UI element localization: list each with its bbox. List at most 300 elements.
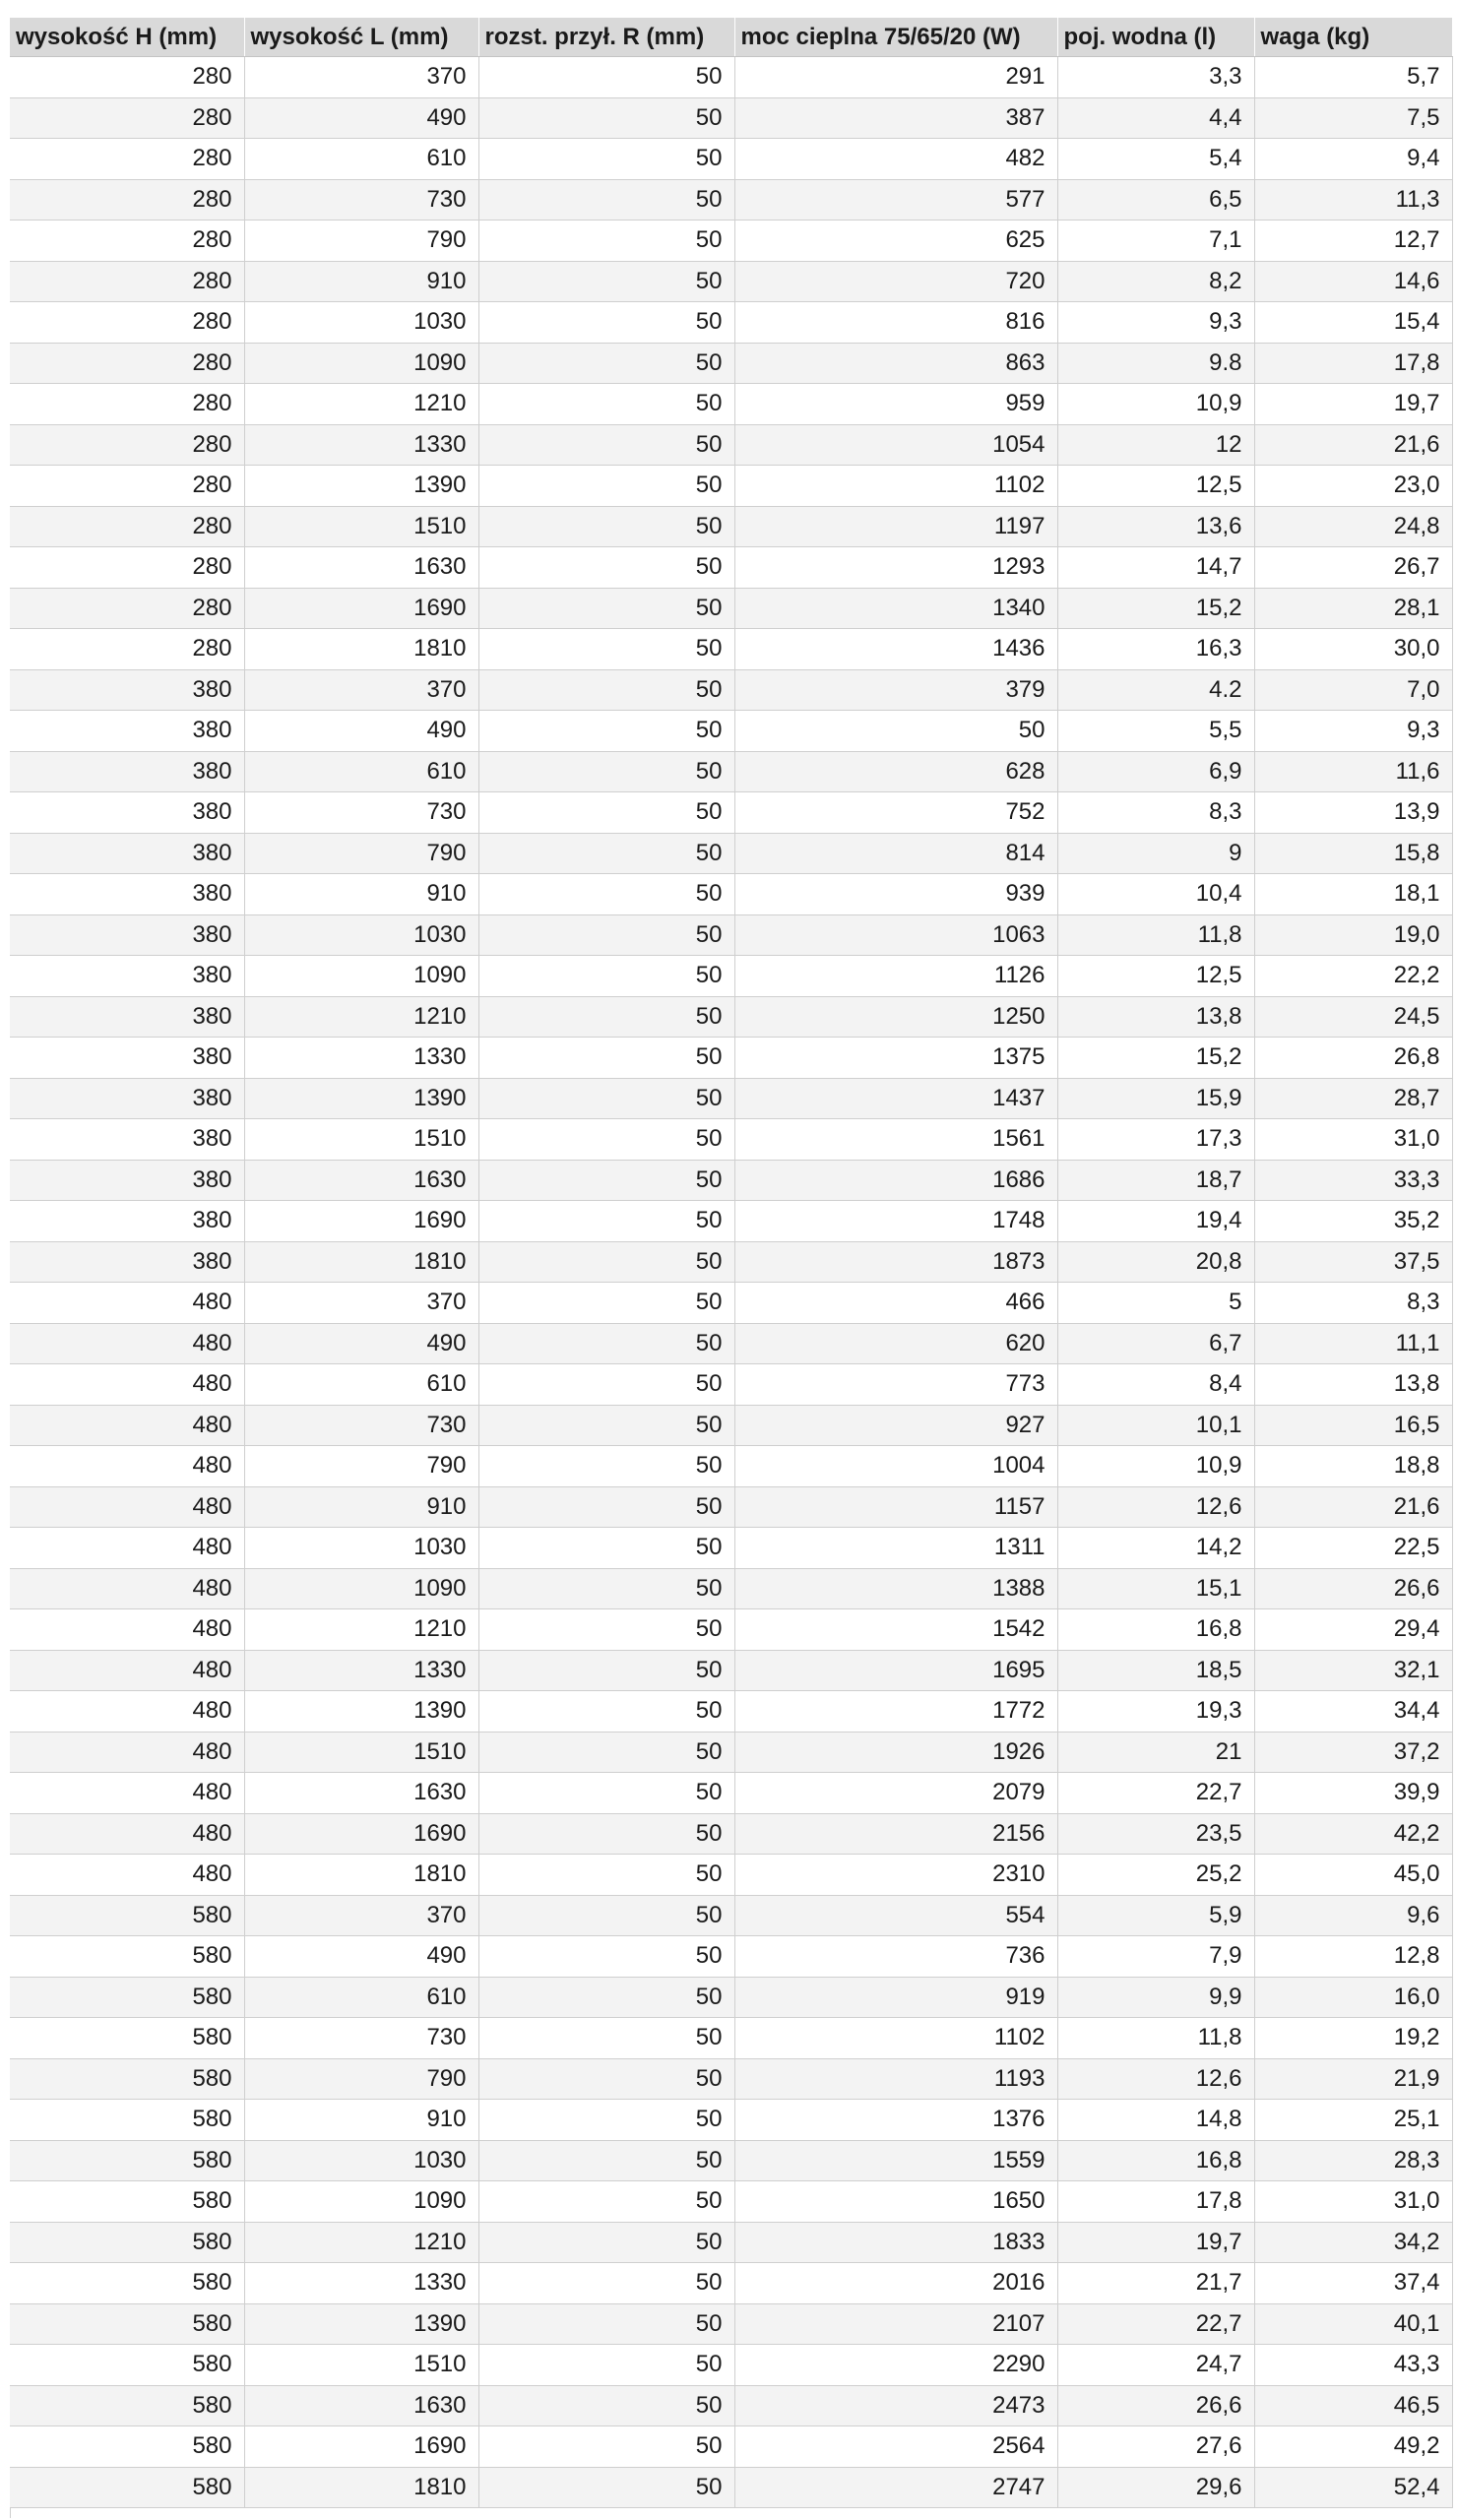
- cell-heat-output[interactable]: 1559: [734, 2140, 1057, 2181]
- cell-water-capacity[interactable]: 11,8: [1057, 914, 1254, 956]
- cell-heat-output[interactable]: 1772: [734, 1691, 1057, 1732]
- cell-weight[interactable]: 5,7: [1254, 57, 1452, 98]
- cell-heat-output[interactable]: 625: [734, 220, 1057, 262]
- cell-length-l[interactable]: 1810: [244, 629, 478, 670]
- cell-water-capacity[interactable]: 14,8: [1057, 2100, 1254, 2141]
- cell-heat-output[interactable]: 1926: [734, 1732, 1057, 1773]
- cell-weight[interactable]: 34,2: [1254, 2222, 1452, 2263]
- cell-heat-output[interactable]: 1197: [734, 506, 1057, 547]
- cell-weight[interactable]: 9,3: [1254, 711, 1452, 752]
- cell-water-capacity[interactable]: 4,4: [1057, 97, 1254, 139]
- cell-heat-output[interactable]: 1311: [734, 1528, 1057, 1569]
- cell-water-capacity[interactable]: 17,8: [1057, 2181, 1254, 2223]
- cell-height-h[interactable]: 380: [10, 1241, 244, 1283]
- cell-heat-output[interactable]: 1063: [734, 914, 1057, 956]
- cell-water-capacity[interactable]: 15,9: [1057, 1078, 1254, 1119]
- cell-spacing-r[interactable]: 50: [478, 588, 734, 629]
- cell-water-capacity[interactable]: 19,7: [1057, 2222, 1254, 2263]
- cell-spacing-r[interactable]: 50: [478, 1650, 734, 1691]
- cell-spacing-r[interactable]: 50: [478, 2263, 734, 2304]
- cell-length-l[interactable]: 1690: [244, 1201, 478, 1242]
- cell-length-l[interactable]: 1210: [244, 384, 478, 425]
- cell-heat-output[interactable]: 50: [734, 711, 1057, 752]
- cell-water-capacity[interactable]: 13,8: [1057, 996, 1254, 1038]
- cell-heat-output[interactable]: 1650: [734, 2181, 1057, 2223]
- cell-water-capacity[interactable]: 16,8: [1057, 1609, 1254, 1651]
- cell-spacing-r[interactable]: 50: [478, 1283, 734, 1324]
- cell-spacing-r[interactable]: 50: [478, 2058, 734, 2100]
- cell-height-h[interactable]: 380: [10, 874, 244, 915]
- cell-height-h[interactable]: 480: [10, 1405, 244, 1446]
- cell-water-capacity[interactable]: 6,5: [1057, 179, 1254, 220]
- cell-water-capacity[interactable]: 7,1: [1057, 220, 1254, 262]
- cell-weight[interactable]: 37,2: [1254, 1732, 1452, 1773]
- cell-heat-output[interactable]: 919: [734, 1977, 1057, 2018]
- header-height-h[interactable]: wysokość H (mm): [10, 18, 244, 57]
- cell-water-capacity[interactable]: 29,6: [1057, 2467, 1254, 2508]
- cell-water-capacity[interactable]: 23,5: [1057, 1813, 1254, 1855]
- cell-weight[interactable]: 26,7: [1254, 547, 1452, 589]
- cell-spacing-r[interactable]: 50: [478, 996, 734, 1038]
- cell-length-l[interactable]: 910: [244, 2100, 478, 2141]
- cell-height-h[interactable]: 380: [10, 1038, 244, 1079]
- cell-heat-output[interactable]: 1436: [734, 629, 1057, 670]
- cell-heat-output[interactable]: 1873: [734, 1241, 1057, 1283]
- header-length-l[interactable]: wysokość L (mm): [244, 18, 478, 57]
- cell-length-l[interactable]: 1630: [244, 1160, 478, 1201]
- cell-water-capacity[interactable]: 5,9: [1057, 1895, 1254, 1936]
- cell-height-h[interactable]: 280: [10, 506, 244, 547]
- cell-water-capacity[interactable]: 7,9: [1057, 1936, 1254, 1978]
- cell-spacing-r[interactable]: 50: [478, 751, 734, 792]
- cell-height-h[interactable]: 280: [10, 139, 244, 180]
- cell-height-h[interactable]: 480: [10, 1813, 244, 1855]
- cell-length-l[interactable]: 370: [244, 1283, 478, 1324]
- cell-weight[interactable]: 18,8: [1254, 1446, 1452, 1487]
- cell-spacing-r[interactable]: 50: [478, 343, 734, 384]
- cell-weight[interactable]: 35,2: [1254, 1201, 1452, 1242]
- cell-heat-output[interactable]: 2156: [734, 1813, 1057, 1855]
- cell-length-l[interactable]: 1810: [244, 1855, 478, 1896]
- cell-height-h[interactable]: 380: [10, 1201, 244, 1242]
- cell-height-h[interactable]: 380: [10, 914, 244, 956]
- cell-spacing-r[interactable]: 50: [478, 1773, 734, 1814]
- cell-weight[interactable]: 37,5: [1254, 1241, 1452, 1283]
- cell-length-l[interactable]: 370: [244, 669, 478, 711]
- cell-water-capacity[interactable]: 9,9: [1057, 1977, 1254, 2018]
- cell-weight[interactable]: 32,1: [1254, 1650, 1452, 1691]
- cell-heat-output[interactable]: 577: [734, 179, 1057, 220]
- cell-weight[interactable]: 28,7: [1254, 1078, 1452, 1119]
- cell-length-l[interactable]: 1030: [244, 2140, 478, 2181]
- cell-heat-output[interactable]: 2107: [734, 2303, 1057, 2345]
- cell-spacing-r[interactable]: 50: [478, 2345, 734, 2386]
- cell-water-capacity[interactable]: 9.8: [1057, 343, 1254, 384]
- cell-length-l[interactable]: 1390: [244, 2303, 478, 2345]
- cell-height-h[interactable]: 480: [10, 1568, 244, 1609]
- cell-water-capacity[interactable]: 6,9: [1057, 751, 1254, 792]
- cell-length-l[interactable]: 730: [244, 2018, 478, 2059]
- cell-length-l[interactable]: 1390: [244, 466, 478, 507]
- cell-spacing-r[interactable]: 50: [478, 792, 734, 834]
- cell-length-l[interactable]: 370: [244, 57, 478, 98]
- cell-heat-output[interactable]: 1542: [734, 1609, 1057, 1651]
- cell-length-l[interactable]: 1390: [244, 1078, 478, 1119]
- cell-weight[interactable]: 7,0: [1254, 669, 1452, 711]
- cell-heat-output[interactable]: 387: [734, 97, 1057, 139]
- cell-water-capacity[interactable]: 8,3: [1057, 792, 1254, 834]
- cell-height-h[interactable]: 580: [10, 2345, 244, 2386]
- cell-length-l[interactable]: 610: [244, 751, 478, 792]
- cell-weight[interactable]: 26,6: [1254, 1568, 1452, 1609]
- cell-weight[interactable]: 26,8: [1254, 1038, 1452, 1079]
- header-heat-output[interactable]: moc cieplna 75/65/20 (W): [734, 18, 1057, 57]
- cell-length-l[interactable]: 730: [244, 1405, 478, 1446]
- cell-weight[interactable]: 46,5: [1254, 2385, 1452, 2426]
- cell-spacing-r[interactable]: 50: [478, 1732, 734, 1773]
- cell-heat-output[interactable]: 814: [734, 833, 1057, 874]
- cell-water-capacity[interactable]: 12,6: [1057, 1486, 1254, 1528]
- cell-length-l[interactable]: 1690: [244, 1813, 478, 1855]
- cell-weight[interactable]: 34,4: [1254, 1691, 1452, 1732]
- cell-water-capacity[interactable]: 10,1: [1057, 1405, 1254, 1446]
- cell-weight[interactable]: 18,1: [1254, 874, 1452, 915]
- cell-spacing-r[interactable]: 50: [478, 1609, 734, 1651]
- cell-spacing-r[interactable]: 50: [478, 2222, 734, 2263]
- cell-height-h[interactable]: 280: [10, 466, 244, 507]
- cell-heat-output[interactable]: 1193: [734, 2058, 1057, 2100]
- cell-heat-output[interactable]: 1157: [734, 1486, 1057, 1528]
- cell-length-l[interactable]: 1390: [244, 1691, 478, 1732]
- cell-weight[interactable]: 43,3: [1254, 2345, 1452, 2386]
- cell-heat-output[interactable]: 1102: [734, 466, 1057, 507]
- cell-heat-output[interactable]: 720: [734, 261, 1057, 302]
- header-weight[interactable]: waga (kg): [1254, 18, 1452, 57]
- cell-height-h[interactable]: 480: [10, 1691, 244, 1732]
- cell-length-l[interactable]: 1690: [244, 588, 478, 629]
- cell-height-h[interactable]: 480: [10, 1486, 244, 1528]
- cell-weight[interactable]: 22,5: [1254, 1528, 1452, 1569]
- cell-height-h[interactable]: 280: [10, 261, 244, 302]
- cell-spacing-r[interactable]: 50: [478, 874, 734, 915]
- cell-weight[interactable]: 28,1: [1254, 588, 1452, 629]
- cell-weight[interactable]: 9,4: [1254, 139, 1452, 180]
- cell-length-l[interactable]: 1210: [244, 2222, 478, 2263]
- cell-height-h[interactable]: 480: [10, 1446, 244, 1487]
- cell-length-l[interactable]: 1030: [244, 302, 478, 344]
- cell-spacing-r[interactable]: 50: [478, 914, 734, 956]
- cell-water-capacity[interactable]: 18,5: [1057, 1650, 1254, 1691]
- cell-spacing-r[interactable]: 50: [478, 1323, 734, 1364]
- cell-heat-output[interactable]: 1375: [734, 1038, 1057, 1079]
- cell-length-l[interactable]: 1810: [244, 1241, 478, 1283]
- cell-heat-output[interactable]: 2747: [734, 2467, 1057, 2508]
- cell-heat-output[interactable]: 2079: [734, 1773, 1057, 1814]
- cell-water-capacity[interactable]: 11,8: [1057, 2018, 1254, 2059]
- cell-water-capacity[interactable]: 10,9: [1057, 384, 1254, 425]
- cell-height-h[interactable]: 380: [10, 1160, 244, 1201]
- cell-heat-output[interactable]: 1340: [734, 588, 1057, 629]
- cell-length-l[interactable]: 490: [244, 1323, 478, 1364]
- cell-spacing-r[interactable]: 50: [478, 384, 734, 425]
- cell-weight[interactable]: 14,6: [1254, 261, 1452, 302]
- cell-height-h[interactable]: 280: [10, 179, 244, 220]
- cell-heat-output[interactable]: 1833: [734, 2222, 1057, 2263]
- cell-height-h[interactable]: 580: [10, 1936, 244, 1978]
- cell-length-l[interactable]: 1090: [244, 956, 478, 997]
- cell-heat-output[interactable]: 773: [734, 1364, 1057, 1406]
- cell-height-h[interactable]: 480: [10, 1528, 244, 1569]
- cell-weight[interactable]: 49,2: [1254, 2426, 1452, 2468]
- cell-length-l[interactable]: 910: [244, 874, 478, 915]
- cell-height-h[interactable]: 580: [10, 2140, 244, 2181]
- cell-length-l[interactable]: 1810: [244, 2467, 478, 2508]
- cell-heat-output[interactable]: 1293: [734, 547, 1057, 589]
- cell-spacing-r[interactable]: 50: [478, 2018, 734, 2059]
- cell-weight[interactable]: 16,0: [1254, 1977, 1452, 2018]
- cell-heat-output[interactable]: 1126: [734, 956, 1057, 997]
- cell-height-h[interactable]: 380: [10, 711, 244, 752]
- cell-water-capacity[interactable]: 5,4: [1057, 139, 1254, 180]
- cell-height-h[interactable]: 280: [10, 57, 244, 98]
- cell-height-h[interactable]: 580: [10, 2303, 244, 2345]
- cell-length-l[interactable]: 790: [244, 833, 478, 874]
- cell-weight[interactable]: 24,8: [1254, 506, 1452, 547]
- cell-spacing-r[interactable]: 50: [478, 1486, 734, 1528]
- cell-height-h[interactable]: 480: [10, 1732, 244, 1773]
- cell-spacing-r[interactable]: 50: [478, 1160, 734, 1201]
- cell-weight[interactable]: 17,8: [1254, 343, 1452, 384]
- cell-height-h[interactable]: 480: [10, 1609, 244, 1651]
- cell-water-capacity[interactable]: 14,7: [1057, 547, 1254, 589]
- cell-weight[interactable]: 8,3: [1254, 1283, 1452, 1324]
- cell-heat-output[interactable]: 379: [734, 669, 1057, 711]
- cell-water-capacity[interactable]: 19,3: [1057, 1691, 1254, 1732]
- cell-length-l[interactable]: 790: [244, 1446, 478, 1487]
- cell-height-h[interactable]: 480: [10, 1283, 244, 1324]
- cell-height-h[interactable]: 580: [10, 2181, 244, 2223]
- cell-water-capacity[interactable]: 16,8: [1057, 2140, 1254, 2181]
- cell-length-l[interactable]: 730: [244, 179, 478, 220]
- cell-spacing-r[interactable]: 50: [478, 1078, 734, 1119]
- cell-spacing-r[interactable]: 50: [478, 179, 734, 220]
- cell-height-h[interactable]: 280: [10, 384, 244, 425]
- cell-length-l[interactable]: 1090: [244, 2181, 478, 2223]
- cell-height-h[interactable]: 580: [10, 2018, 244, 2059]
- cell-height-h[interactable]: 580: [10, 1977, 244, 2018]
- cell-spacing-r[interactable]: 50: [478, 1528, 734, 1569]
- cell-water-capacity[interactable]: 20,8: [1057, 1241, 1254, 1283]
- cell-length-l[interactable]: 1690: [244, 2426, 478, 2468]
- cell-spacing-r[interactable]: 50: [478, 424, 734, 466]
- cell-spacing-r[interactable]: 50: [478, 2140, 734, 2181]
- cell-weight[interactable]: 11,1: [1254, 1323, 1452, 1364]
- cell-height-h[interactable]: 280: [10, 220, 244, 262]
- cell-length-l[interactable]: 1330: [244, 2263, 478, 2304]
- cell-spacing-r[interactable]: 50: [478, 1936, 734, 1978]
- cell-length-l[interactable]: 1030: [244, 1528, 478, 1569]
- cell-length-l[interactable]: 1630: [244, 1773, 478, 1814]
- cell-spacing-r[interactable]: 50: [478, 220, 734, 262]
- cell-spacing-r[interactable]: 50: [478, 1895, 734, 1936]
- cell-spacing-r[interactable]: 50: [478, 1038, 734, 1079]
- cell-weight[interactable]: 37,4: [1254, 2263, 1452, 2304]
- cell-spacing-r[interactable]: 50: [478, 2426, 734, 2468]
- cell-heat-output[interactable]: 927: [734, 1405, 1057, 1446]
- cell-weight[interactable]: 52,4: [1254, 2467, 1452, 2508]
- cell-height-h[interactable]: 580: [10, 1895, 244, 1936]
- cell-height-h[interactable]: 280: [10, 302, 244, 344]
- cell-water-capacity[interactable]: 22,7: [1057, 2303, 1254, 2345]
- cell-weight[interactable]: 19,7: [1254, 384, 1452, 425]
- cell-spacing-r[interactable]: 50: [478, 1446, 734, 1487]
- cell-length-l[interactable]: 490: [244, 1936, 478, 1978]
- cell-weight[interactable]: 39,9: [1254, 1773, 1452, 1814]
- cell-weight[interactable]: 21,9: [1254, 2058, 1452, 2100]
- cell-spacing-r[interactable]: 50: [478, 1813, 734, 1855]
- cell-length-l[interactable]: 790: [244, 220, 478, 262]
- cell-height-h[interactable]: 480: [10, 1650, 244, 1691]
- cell-heat-output[interactable]: 1102: [734, 2018, 1057, 2059]
- cell-water-capacity[interactable]: 18,7: [1057, 1160, 1254, 1201]
- cell-spacing-r[interactable]: 50: [478, 1119, 734, 1161]
- cell-water-capacity[interactable]: 5,5: [1057, 711, 1254, 752]
- cell-heat-output[interactable]: 1437: [734, 1078, 1057, 1119]
- cell-height-h[interactable]: 280: [10, 424, 244, 466]
- cell-water-capacity[interactable]: 12,6: [1057, 2058, 1254, 2100]
- cell-heat-output[interactable]: 1388: [734, 1568, 1057, 1609]
- cell-heat-output[interactable]: 816: [734, 302, 1057, 344]
- cell-water-capacity[interactable]: 12: [1057, 424, 1254, 466]
- cell-water-capacity[interactable]: 17,3: [1057, 1119, 1254, 1161]
- cell-heat-output[interactable]: 554: [734, 1895, 1057, 1936]
- cell-height-h[interactable]: 280: [10, 343, 244, 384]
- cell-length-l[interactable]: 730: [244, 792, 478, 834]
- cell-weight[interactable]: 40,1: [1254, 2303, 1452, 2345]
- cell-weight[interactable]: 7,5: [1254, 97, 1452, 139]
- cell-height-h[interactable]: 580: [10, 2058, 244, 2100]
- cell-height-h[interactable]: 280: [10, 629, 244, 670]
- cell-length-l[interactable]: 1090: [244, 343, 478, 384]
- cell-height-h[interactable]: 380: [10, 1078, 244, 1119]
- cell-spacing-r[interactable]: 50: [478, 1405, 734, 1446]
- cell-height-h[interactable]: 380: [10, 833, 244, 874]
- cell-water-capacity[interactable]: 5: [1057, 1283, 1254, 1324]
- cell-length-l[interactable]: 910: [244, 261, 478, 302]
- cell-length-l[interactable]: 1630: [244, 2385, 478, 2426]
- cell-height-h[interactable]: 380: [10, 792, 244, 834]
- cell-weight[interactable]: 21,6: [1254, 424, 1452, 466]
- cell-water-capacity[interactable]: 25,2: [1057, 1855, 1254, 1896]
- cell-length-l[interactable]: 490: [244, 711, 478, 752]
- cell-spacing-r[interactable]: 50: [478, 506, 734, 547]
- cell-spacing-r[interactable]: 50: [478, 956, 734, 997]
- cell-water-capacity[interactable]: 8,4: [1057, 1364, 1254, 1406]
- cell-weight[interactable]: 29,4: [1254, 1609, 1452, 1651]
- cell-heat-output[interactable]: 1004: [734, 1446, 1057, 1487]
- cell-spacing-r[interactable]: 50: [478, 711, 734, 752]
- cell-weight[interactable]: 13,9: [1254, 792, 1452, 834]
- cell-water-capacity[interactable]: 16,3: [1057, 629, 1254, 670]
- cell-height-h[interactable]: 280: [10, 588, 244, 629]
- cell-water-capacity[interactable]: 6,7: [1057, 1323, 1254, 1364]
- cell-water-capacity[interactable]: 9: [1057, 833, 1254, 874]
- cell-water-capacity[interactable]: 15,2: [1057, 1038, 1254, 1079]
- cell-weight[interactable]: 12,8: [1254, 1936, 1452, 1978]
- cell-water-capacity[interactable]: 13,6: [1057, 506, 1254, 547]
- cell-spacing-r[interactable]: 50: [478, 2181, 734, 2223]
- cell-weight[interactable]: 15,4: [1254, 302, 1452, 344]
- cell-length-l[interactable]: 610: [244, 1364, 478, 1406]
- cell-spacing-r[interactable]: 50: [478, 1855, 734, 1896]
- cell-spacing-r[interactable]: 50: [478, 2303, 734, 2345]
- cell-heat-output[interactable]: 466: [734, 1283, 1057, 1324]
- cell-water-capacity[interactable]: 10,9: [1057, 1446, 1254, 1487]
- cell-water-capacity[interactable]: 14,2: [1057, 1528, 1254, 1569]
- cell-heat-output[interactable]: 1748: [734, 1201, 1057, 1242]
- cell-heat-output[interactable]: 1376: [734, 2100, 1057, 2141]
- cell-spacing-r[interactable]: 50: [478, 1201, 734, 1242]
- cell-spacing-r[interactable]: 50: [478, 261, 734, 302]
- cell-water-capacity[interactable]: 15,1: [1057, 1568, 1254, 1609]
- cell-length-l[interactable]: 1330: [244, 1650, 478, 1691]
- cell-weight[interactable]: 9,6: [1254, 1895, 1452, 1936]
- cell-weight[interactable]: 33,3: [1254, 1160, 1452, 1201]
- cell-spacing-r[interactable]: 50: [478, 629, 734, 670]
- cell-spacing-r[interactable]: 50: [478, 547, 734, 589]
- cell-heat-output[interactable]: 2290: [734, 2345, 1057, 2386]
- cell-weight[interactable]: 15,8: [1254, 833, 1452, 874]
- cell-height-h[interactable]: 480: [10, 1364, 244, 1406]
- cell-spacing-r[interactable]: 50: [478, 139, 734, 180]
- cell-length-l[interactable]: 1030: [244, 914, 478, 956]
- cell-spacing-r[interactable]: 50: [478, 2385, 734, 2426]
- cell-weight[interactable]: 13,8: [1254, 1364, 1452, 1406]
- cell-heat-output[interactable]: 752: [734, 792, 1057, 834]
- cell-heat-output[interactable]: 1561: [734, 1119, 1057, 1161]
- cell-heat-output[interactable]: 2564: [734, 2426, 1057, 2468]
- cell-water-capacity[interactable]: 12,5: [1057, 956, 1254, 997]
- cell-weight[interactable]: 11,3: [1254, 179, 1452, 220]
- cell-heat-output[interactable]: 863: [734, 343, 1057, 384]
- cell-water-capacity[interactable]: 19,4: [1057, 1201, 1254, 1242]
- cell-height-h[interactable]: 480: [10, 1323, 244, 1364]
- cell-spacing-r[interactable]: 50: [478, 1364, 734, 1406]
- cell-weight[interactable]: 19,0: [1254, 914, 1452, 956]
- cell-weight[interactable]: 28,3: [1254, 2140, 1452, 2181]
- cell-heat-output[interactable]: 2310: [734, 1855, 1057, 1896]
- cell-height-h[interactable]: 580: [10, 2385, 244, 2426]
- cell-water-capacity[interactable]: 4.2: [1057, 669, 1254, 711]
- cell-weight[interactable]: 21,6: [1254, 1486, 1452, 1528]
- cell-spacing-r[interactable]: 50: [478, 833, 734, 874]
- cell-weight[interactable]: 22,2: [1254, 956, 1452, 997]
- cell-water-capacity[interactable]: 26,6: [1057, 2385, 1254, 2426]
- cell-spacing-r[interactable]: 50: [478, 302, 734, 344]
- cell-height-h[interactable]: 380: [10, 1119, 244, 1161]
- cell-length-l[interactable]: 610: [244, 1977, 478, 2018]
- cell-height-h[interactable]: 380: [10, 751, 244, 792]
- cell-weight[interactable]: 16,5: [1254, 1405, 1452, 1446]
- cell-length-l[interactable]: 490: [244, 97, 478, 139]
- cell-length-l[interactable]: 1330: [244, 424, 478, 466]
- cell-weight[interactable]: 31,0: [1254, 2181, 1452, 2223]
- cell-heat-output[interactable]: 482: [734, 139, 1057, 180]
- cell-height-h[interactable]: 580: [10, 2263, 244, 2304]
- cell-length-l[interactable]: 1090: [244, 1568, 478, 1609]
- cell-length-l[interactable]: 1210: [244, 1609, 478, 1651]
- cell-spacing-r[interactable]: 50: [478, 2467, 734, 2508]
